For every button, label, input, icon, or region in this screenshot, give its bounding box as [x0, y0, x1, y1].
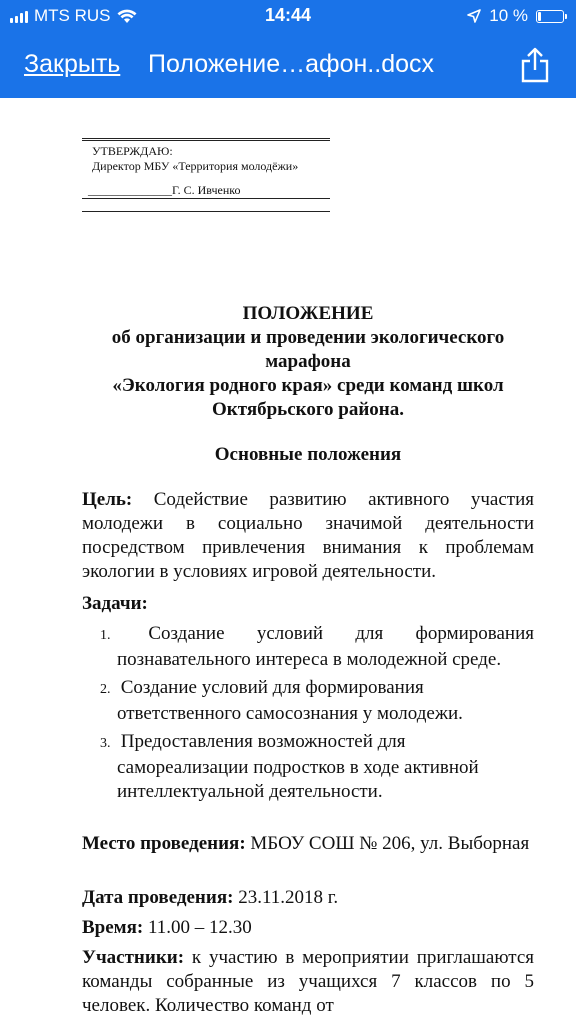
list-item [100, 676, 534, 726]
list-number: 3. [100, 736, 111, 751]
nav-bar [0, 40, 576, 92]
list-text: самореализации подростков в ходе активной [117, 757, 479, 778]
time-value: 11.00 – 12.30 [143, 917, 252, 938]
goal-text: Содействие развитию активного участия молодежи в социально значимой деятельности посредством привлечения внимания к проблемам экологии в условиях игровой деятельности. [82, 489, 534, 582]
list-item [100, 730, 534, 804]
time-label: Время: [82, 917, 144, 938]
participants-text: к участию в мероприятии приглашаются команды собранные из учащихся 7 классов по 5 человек. Количество команд от [82, 947, 534, 1016]
status-bar [0, 0, 576, 32]
place-label: Место проведения: [82, 833, 246, 854]
list-text: ответственного самосознания у молодежи. [117, 703, 463, 724]
location-arrow-icon [467, 9, 481, 23]
heading-line-3: марафона [265, 351, 351, 372]
place-value: МБОУ СОШ № 206, ул. Выборная [245, 833, 530, 854]
list-text: Предоставления возможностей для [120, 731, 406, 752]
goal-label: Цель: [82, 489, 133, 510]
time-paragraph [82, 916, 534, 940]
document-view[interactable] [0, 98, 576, 1024]
list-text: Создание условий для формирования [148, 623, 534, 644]
section-title: Основные положения [214, 444, 402, 465]
document-title: Положение…афон..docx [148, 50, 434, 78]
list-text: интеллектуальной деятельности. [117, 781, 383, 802]
date-paragraph [82, 886, 534, 910]
approval-signature-line: ______________Г. С. Ивченко [88, 183, 241, 197]
date-value: 23.11.2018 г. [233, 887, 339, 908]
heading-line-4: «Экология родного края» среди команд школ [112, 375, 504, 396]
place-paragraph [82, 832, 534, 856]
battery-percent: 10 % [489, 6, 528, 25]
status-right [467, 6, 564, 26]
heading-line-5: Октябрьского района. [212, 399, 404, 420]
goal-paragraph [82, 488, 534, 584]
clock: 14:44 [264, 5, 312, 25]
heading-line-2: об организации и проведении экологического [111, 327, 505, 348]
approval-block [82, 138, 330, 212]
divider [82, 138, 330, 141]
date-label: Дата проведения: [82, 887, 234, 908]
list-number: 2. [100, 682, 111, 697]
list-item [100, 622, 534, 672]
top-bar [0, 0, 576, 98]
close-button[interactable]: Закрыть [24, 50, 121, 78]
battery-icon [536, 10, 564, 23]
document-heading [60, 302, 556, 422]
participants-paragraph [82, 946, 534, 1018]
approval-line-2: Директор МБУ «Территория молодёжи» [92, 159, 299, 173]
participants-label: Участники: [82, 947, 185, 968]
heading-line-1: ПОЛОЖЕНИЕ [242, 303, 374, 324]
approval-line-1: УТВЕРЖДАЮ: [92, 144, 173, 158]
share-icon[interactable] [518, 46, 552, 84]
divider [82, 211, 330, 212]
list-text: Создание условий для формирования [120, 677, 424, 698]
list-number: 1. [100, 628, 111, 643]
carrier-name: MTS RUS [34, 6, 111, 25]
list-text: познавательного интереса в молодежной среде. [117, 649, 502, 670]
tasks-title: Задачи: [82, 593, 148, 614]
